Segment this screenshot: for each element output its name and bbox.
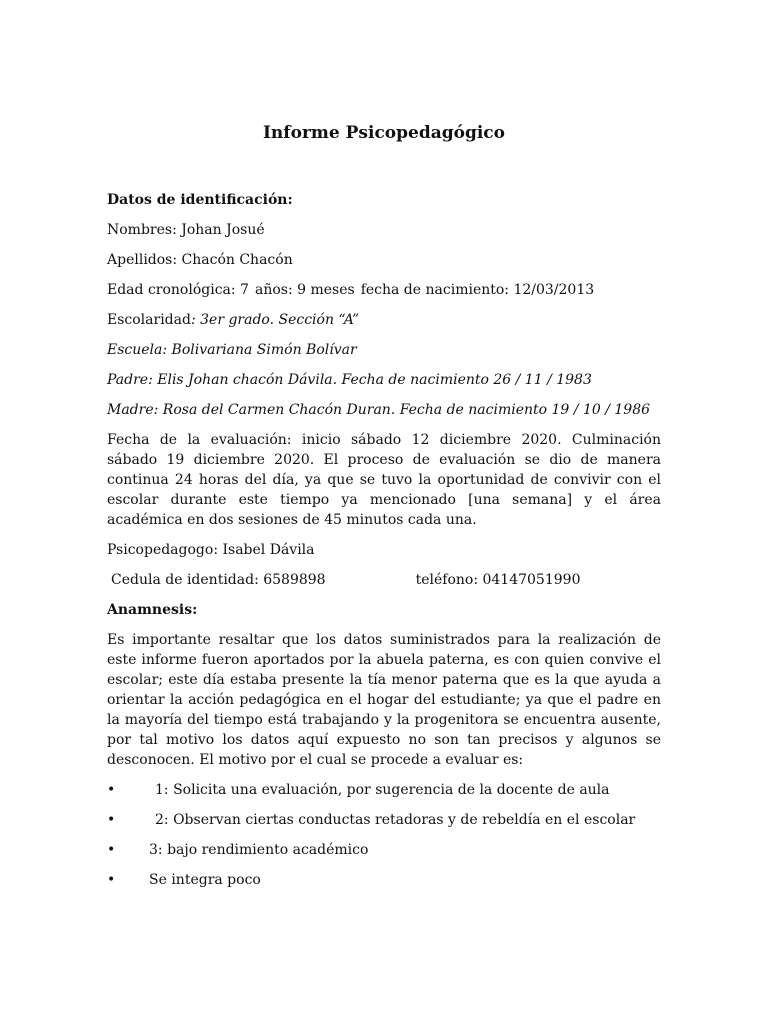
escolaridad-label: Escolaridad: [107, 312, 191, 328]
nombres-line: Nombres: Johan Josué: [107, 222, 265, 238]
cedula-telefono-line: [107, 570, 661, 590]
padre-line: Padre: Elis Johan chacón Dávila. Fecha de nacimiento 26 / 11 / 1983: [107, 372, 592, 388]
escuela-line: Escuela: Bolivariana Simón Bolívar: [107, 342, 357, 358]
fecha-evaluacion-paragraph: Fecha de la evaluación: inicio sábado 12 diciembre 2020. Culminación sábado 19 diciembre 2020. El proceso de evaluación se dio de manera continua 24 horas del día, ya que se tuvo la oportunidad de convivir con el escolar durante este tiempo ya mencionado [una semana] y el área académica en dos sesiones de 45 minutos cada una.: [107, 432, 661, 528]
document-title: Informe Psicopedagógico: [262, 123, 505, 143]
list-item: [107, 810, 661, 830]
list-item: [107, 780, 661, 800]
cedula-text: Cedula de identidad: 6589898: [111, 572, 326, 588]
bullet-text: Se integra poco: [149, 872, 261, 888]
bullet-icon: •: [107, 782, 116, 798]
edad-anos: años: 9 meses: [254, 282, 355, 298]
bullet-text: 2: Observan ciertas conductas retadoras y de rebeldía en el escolar: [155, 812, 636, 828]
list-item: [107, 870, 661, 890]
apellidos-line: Apellidos: Chacón Chacón: [107, 252, 293, 268]
edad-label: Edad cronológica: 7: [107, 282, 249, 298]
bullet-text: 3: bajo rendimiento académico: [149, 842, 369, 858]
document-body: [107, 190, 661, 900]
bullet-text: 1: Solicita una evaluación, por sugerencia de la docente de aula: [155, 782, 610, 798]
anamnesis-paragraph: Es importante resaltar que los datos suministrados para la realización de este informe fueron aportados por la abuela paterna, es con quien convive el escolar; este día estaba presente la tía menor paterna que es la que ayuda a orientar la acción pedagógica en el hogar del estudiante; ya que el padre en la mayoría del tiempo está trabajando y la progenitora se encuentra ausente, por tal motivo los datos aquí expuesto no son tan precisos y algunos se desconocen. El motivo por el cual se procede a evaluar es:: [107, 632, 661, 768]
psicopedagogo-line: Psicopedagogo: Isabel Dávila: [107, 542, 315, 558]
bullet-icon: •: [107, 842, 116, 858]
anamnesis-header: Anamnesis:: [107, 602, 198, 618]
escolaridad-value: : 3er grado. Sección “A”: [190, 312, 359, 328]
identification-header: Datos de identificación:: [107, 192, 293, 208]
madre-line: Madre: Rosa del Carmen Chacón Duran. Fecha de nacimiento 19 / 10 / 1986: [107, 402, 651, 418]
bullet-icon: •: [107, 872, 116, 888]
edad-line: [107, 280, 661, 300]
fecha-nacimiento: fecha de nacimiento: 12/03/2013: [360, 282, 595, 298]
list-item: [107, 840, 661, 860]
escolaridad-line: [107, 310, 661, 330]
bullet-icon: •: [107, 812, 116, 828]
telefono-text: teléfono: 04147051990: [415, 572, 581, 588]
